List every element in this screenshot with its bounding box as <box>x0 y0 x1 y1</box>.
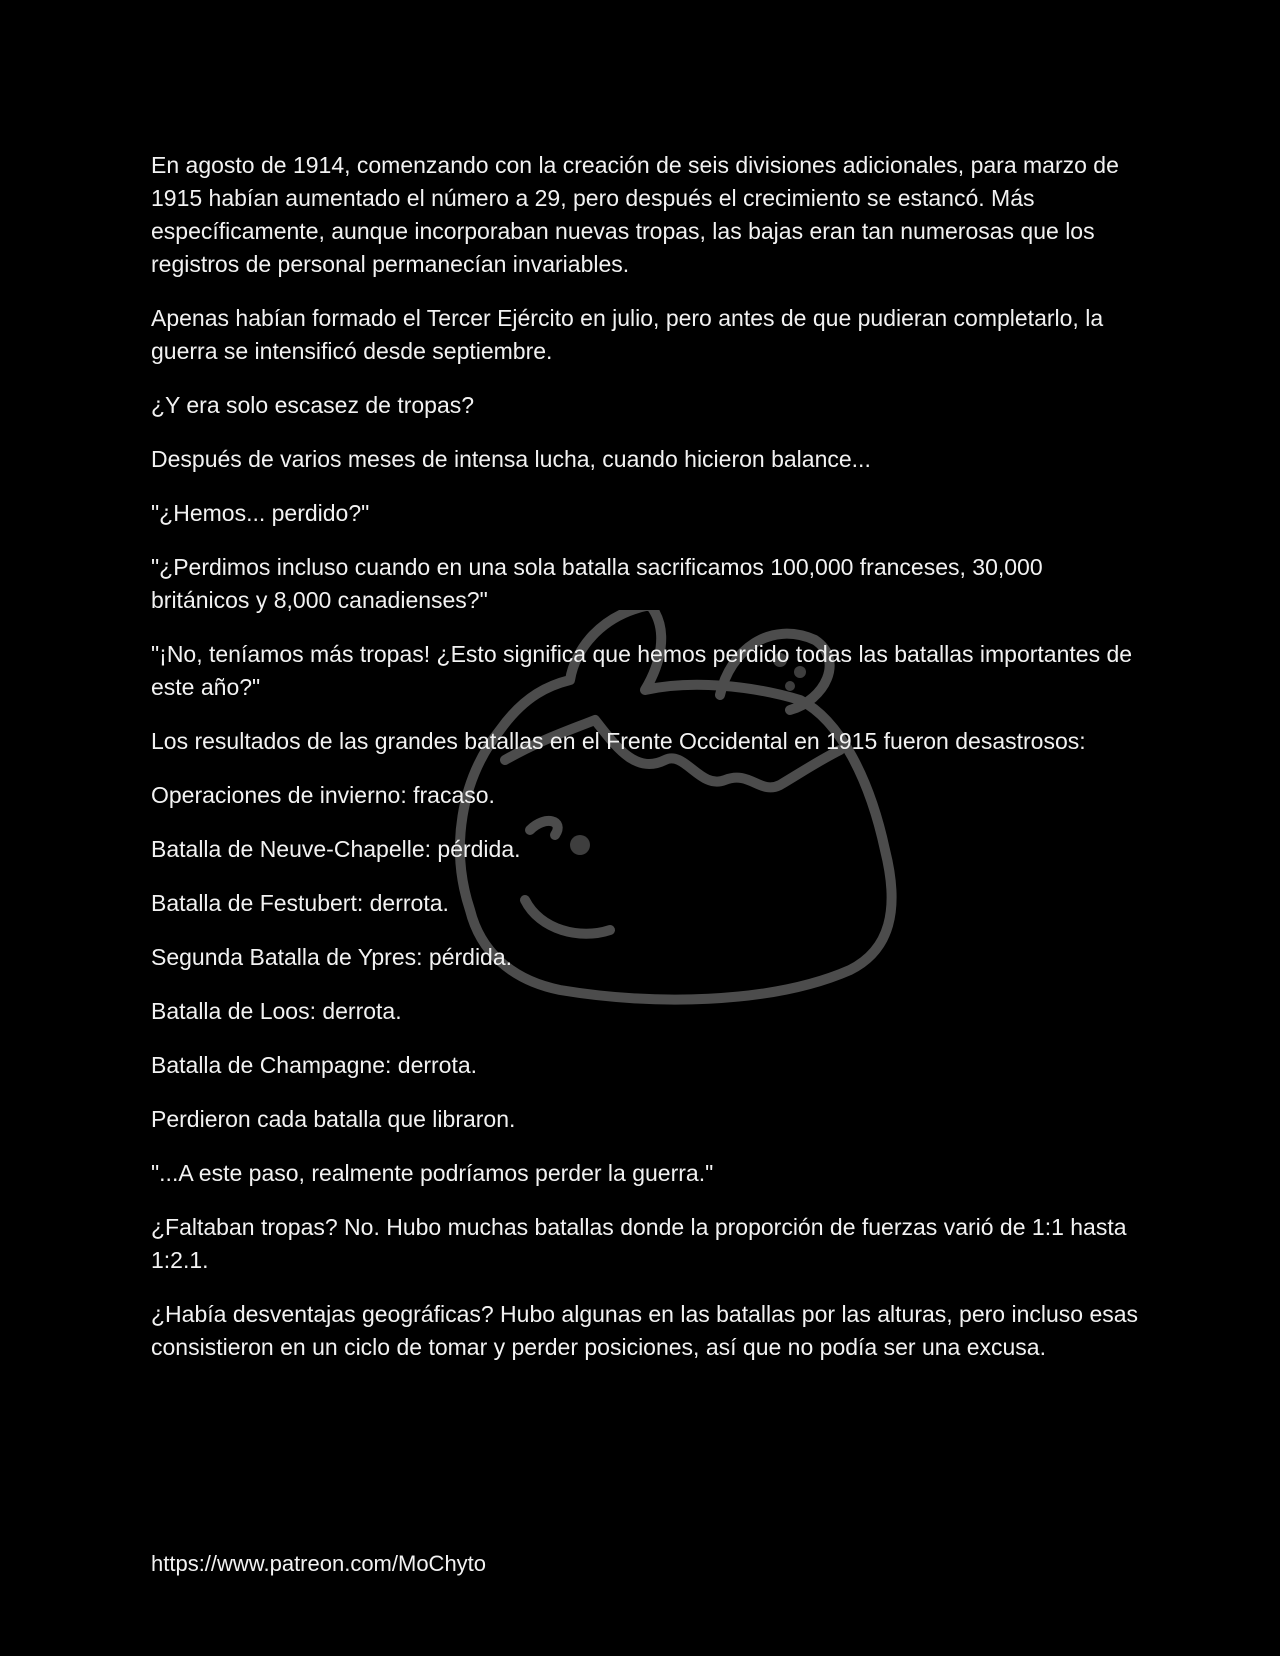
paragraph: En agosto de 1914, comenzando con la creación de seis divisiones adicionales, para marzo de 1915 habían aumentado el número a 29, pero después el crecimiento se estancó. Más específicamente, aunque incorporaban nuevas tropas, las bajas eran tan numerosas que los registros de personal permanecían invariables. <box>151 152 1119 277</box>
paragraph: Batalla de Loos: derrota. <box>151 998 402 1024</box>
paragraph: Los resultados de las grandes batallas en el Frente Occidental en 1915 fueron desastrosos: <box>151 728 1086 754</box>
paragraph: Segunda Batalla de Ypres: pérdida. <box>151 944 513 970</box>
patreon-link[interactable]: https://www.patreon.com/MoChyto <box>151 1551 487 1576</box>
paragraph: ¿Había desventajas geográficas? Hubo algunas en las batallas por las alturas, pero incluso esas consistieron en un ciclo de tomar y perder posiciones, así que no podía ser una excusa. <box>151 1301 1139 1360</box>
paragraph: Perdieron cada batalla que libraron. <box>151 1106 516 1132</box>
paragraph: "¡No, teníamos más tropas! ¿Esto significa que hemos perdido todas las batallas importantes de este año?" <box>151 641 1133 700</box>
paragraph: Batalla de Neuve-Chapelle: pérdida. <box>151 836 521 862</box>
paragraph: "...A este paso, realmente podríamos perder la guerra." <box>151 1160 714 1186</box>
paragraph: Después de varios meses de intensa lucha, cuando hicieron balance... <box>151 446 871 472</box>
paragraph: "¿Hemos... perdido?" <box>151 500 370 526</box>
paragraph: Batalla de Festubert: derrota. <box>151 890 449 916</box>
paragraph: Batalla de Champagne: derrota. <box>151 1052 478 1078</box>
paragraph: ¿Faltaban tropas? No. Hubo muchas batallas donde la proporción de fuerzas varió de 1:1 hasta 1:2.1. <box>151 1214 1127 1273</box>
paragraph: "¿Perdimos incluso cuando en una sola batalla sacrificamos 100,000 franceses, 30,000 británicos y 8,000 canadienses?" <box>151 554 1043 613</box>
paragraph: Apenas habían formado el Tercer Ejército en julio, pero antes de que pudieran completarlo, la guerra se intensificó desde septiembre. <box>151 305 1104 364</box>
paragraph: ¿Y era solo escasez de tropas? <box>151 392 475 418</box>
body-text <box>151 149 1141 1385</box>
paragraph: Operaciones de invierno: fracaso. <box>151 782 495 808</box>
